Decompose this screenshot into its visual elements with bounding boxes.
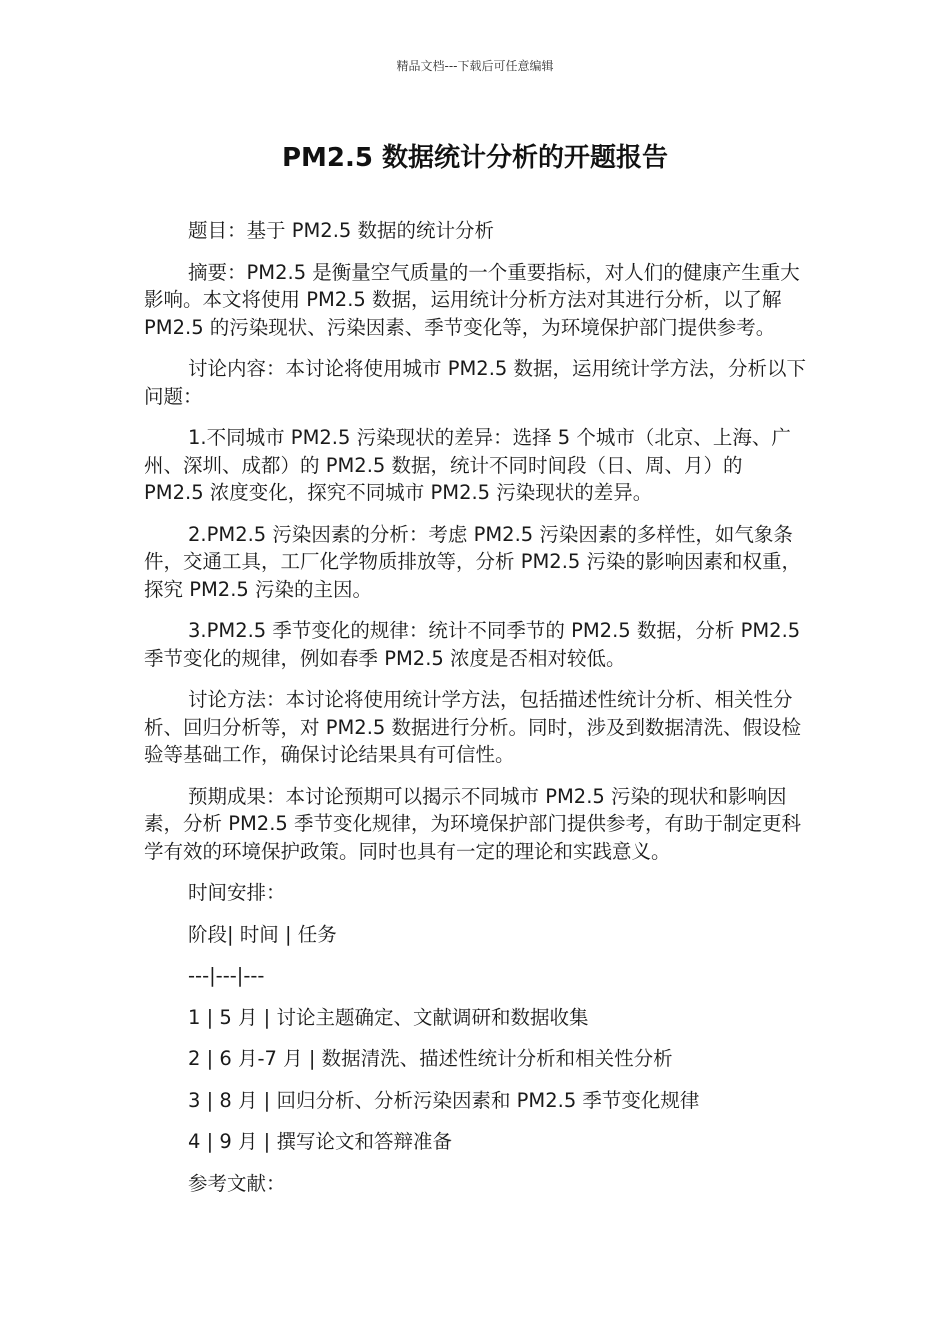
- schedule-heading: 时间安排：: [188, 881, 286, 904]
- schedule-row: 2 | 6 月-7 月 | 数据清洗、描述性统计分析和相关性分析: [188, 1047, 673, 1070]
- paragraph-method: 讨论方法：本讨论将使用统计学方法，包括描述性统计分析、相关性分析、回归分析等，对 PM2.5 数据进行分析。同时，涉及到数据清洗、假设检验等基础工作，确保讨论结果具有可信性。: [144, 688, 801, 766]
- schedule-header-row: 阶段| 时间 | 任务: [188, 922, 337, 946]
- paragraph-item-2: 2.PM2.5 污染因素的分析：考虑 PM2.5 污染因素的多样性，如气象条件，交通工具，工厂化学物质排放等，分析 PM2.5 污染的影响因素和权重，探究 PM2.5 污染的主因。: [144, 522, 801, 601]
- document-title: PM2.5 数据统计分析的开题报告: [281, 143, 669, 173]
- paragraph-topic: 题目：基于 PM2.5 数据的统计分析: [188, 219, 494, 242]
- document-body: [144, 217, 806, 1211]
- schedule-row: 3 | 8 月 | 回归分析、分析污染因素和 PM2.5 季节变化规律: [188, 1088, 700, 1112]
- paragraph-expected-results: 预期成果：本讨论预期可以揭示不同城市 PM2.5 污染的现状和影响因素，分析 PM2.5 季节变化规律，为环境保护部门提供参考，有助于制定更科学有效的环境保护政策。同时也具有一定的理论和实践意义。: [144, 784, 801, 863]
- header-note: 精品文档---下载后可任意编辑: [396, 59, 554, 73]
- paragraph-discussion-content: 讨论内容：本讨论将使用城市 PM2.5 数据，运用统计学方法，分析以下问题：: [144, 357, 806, 408]
- paragraph-item-3: 3.PM2.5 季节变化的规律：统计不同季节的 PM2.5 数据，分析 PM2.5 季节变化的规律，例如春季 PM2.5 浓度是否相对较低。: [144, 619, 801, 670]
- references-heading: 参考文献：: [188, 1171, 286, 1195]
- schedule-separator: ---|---|---: [188, 964, 265, 987]
- paragraph-item-1: 1.不同城市 PM2.5 污染现状的差异：选择 5 个城市（北京、上海、广州、深圳、成都）的 PM2.5 数据，统计不同时间段（日、周、月）的 PM2.5 浓度变化，探究不同城市 PM2.5 污染现状的差异。: [144, 426, 791, 504]
- schedule-row: 4 | 9 月 | 撰写论文和答辩准备: [188, 1130, 452, 1153]
- schedule-row: 1 | 5 月 | 讨论主题确定、文献调研和数据收集: [188, 1005, 589, 1029]
- paragraph-abstract: 摘要：PM2.5 是衡量空气质量的一个重要指标，对人们的健康产生重大影响。本文将使用 PM2.5 数据，运用统计分析方法对其进行分析，以了解 PM2.5 的污染现状、污染因素、季节变化等，为环境保护部门提供参考。: [144, 260, 800, 339]
